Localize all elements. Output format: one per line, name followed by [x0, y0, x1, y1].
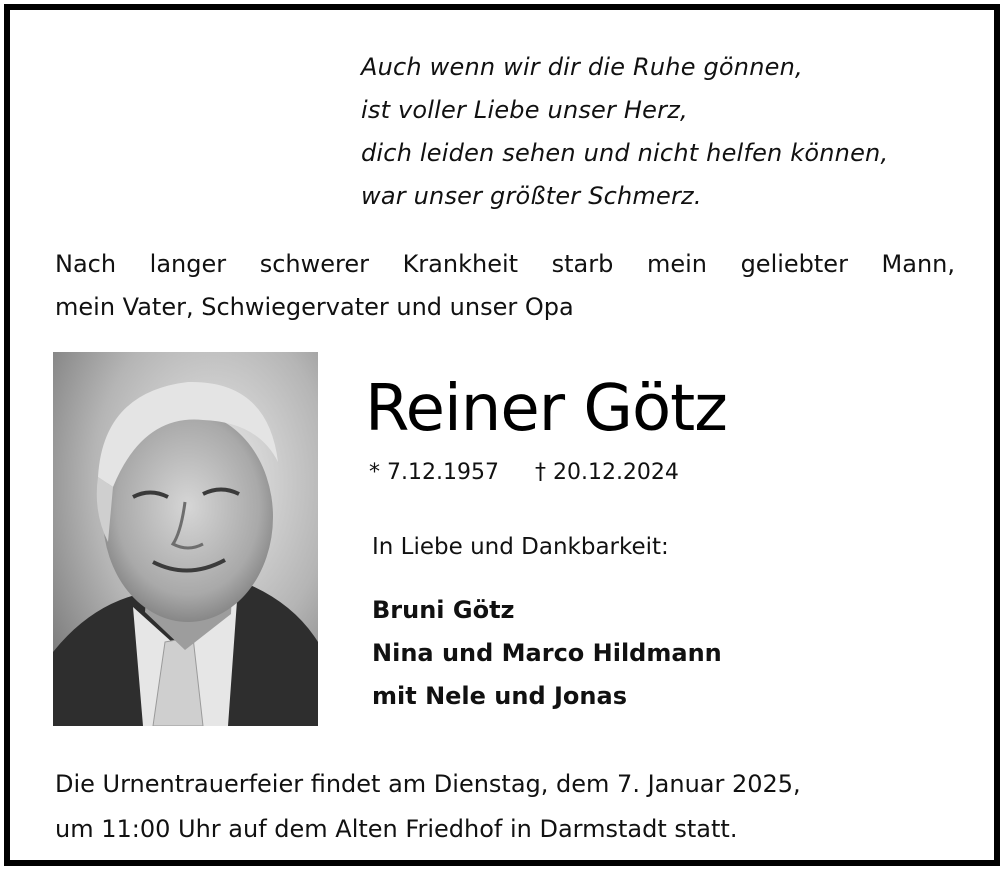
- birth-date: * 7.12.1957: [369, 460, 499, 485]
- poem-line: war unser größter Schmerz.: [361, 182, 702, 210]
- mourners-list: [372, 589, 722, 718]
- death-date: † 20.12.2024: [534, 460, 679, 485]
- deceased-name: Reiner Götz: [365, 372, 727, 446]
- portrait-image: [53, 352, 318, 726]
- life-dates: [369, 460, 679, 485]
- mourner-name: mit Nele und Jonas: [372, 682, 627, 710]
- death-announcement: [55, 243, 955, 329]
- announcement-line: Nach langer schwerer Krankheit starb mein geliebter Mann,: [55, 250, 955, 278]
- mourner-name: Bruni Götz: [372, 596, 515, 624]
- obituary-frame: [4, 4, 1000, 866]
- service-line: Die Urnentrauerfeier findet am Dienstag, dem 7. Januar 2025,: [55, 770, 801, 798]
- portrait-photo: [53, 352, 318, 726]
- announcement-line: mein Vater, Schwiegervater und unser Opa: [55, 293, 574, 321]
- mourners-heading: In Liebe und Dankbarkeit:: [372, 534, 669, 560]
- poem-line: dich leiden sehen und nicht helfen können,: [361, 139, 889, 167]
- poem-line: Auch wenn wir dir die Ruhe gönnen,: [361, 53, 803, 81]
- service-line: um 11:00 Uhr auf dem Alten Friedhof in Darmstadt statt.: [55, 815, 738, 843]
- memorial-poem: [361, 46, 981, 218]
- funeral-service-info: [55, 762, 955, 852]
- mourner-name: Nina und Marco Hildmann: [372, 639, 722, 667]
- poem-line: ist voller Liebe unser Herz,: [361, 96, 688, 124]
